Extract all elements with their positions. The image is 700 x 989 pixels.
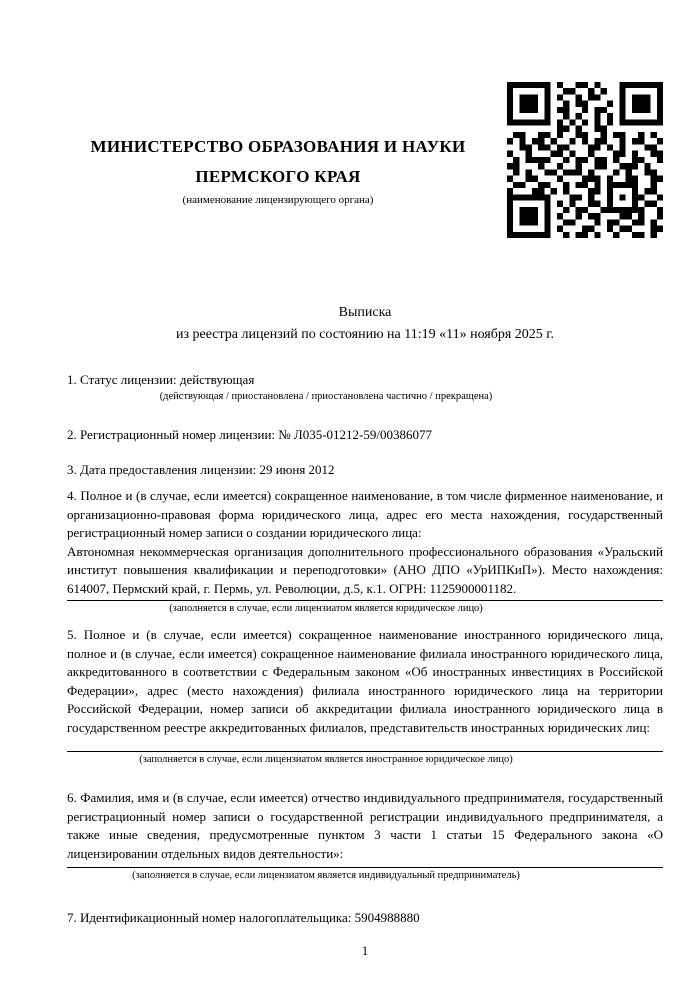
item-5-foreign-entity-details: 5. Полное и (в случае, если имеется) сокращенное наименование иностранного юридического лица, полное и (в случае, если имеется) сокращенное наименование филиала иностранного юридического лица, аккредитованного в соответствии с Федеральным законом «Об иностранных инвестициях в Российской Федерации», адрес (место нахождения) филиала иностранного юридического лица на территории Российской Федерации, номер записи об аккредитации филиала иностранного юридического лица в государственном реестре аккредитованных филиалов, представительств иностранных юридических лиц: [67,627,663,735]
ministry-name-line1: МИНИСТЕРСТВО ОБРАЗОВАНИЯ И НАУКИ [90,137,466,156]
licensing-authority-caption: (наименование лицензирующего органа) [182,194,374,206]
license-items [67,370,663,927]
item-4-caption: (заполняется в случае, если лицензиатом является юридическое лицо) [169,603,483,614]
document-title: Выписка [338,305,392,320]
item-6-fill-line [67,867,663,868]
item-4-legal-entity-details [67,487,663,543]
item-6-entrepreneur-details: 6. Фамилия, имя и (в случае, если имеется) отчество индивидуального предпринимателя, государственный регистрационный номер записи о государственной регистрации индивидуального предпринимателя, а также иные сведения, предусмотренные пунктом 3 части 1 статьи 15 Федерального закона «О лицензировании отдельных видов деятельности»: [67,790,663,861]
page-number: 1 [361,944,369,958]
item-4-legal-entity-value: Автономная некоммерческая организация дополнительного профессионального образования «Уральский институт повышения квалификации и переподготовки» (АНО ДПО «УрИПКиП»). Место нахождения: 614007, Пермский край, г. Пермь, ул. Революции, д.5, к.1. ОГРН: 1125900001182. [67,543,663,596]
item-4-label: 4. Полное и (в случае, если имеется) сокращенное наименование, в том числе фирменное наименование, и организационно-правовая форма юридического лица, адрес его места нахождения, государственный регистрационный номер записи о создании юридического лица: [67,488,663,540]
item-3-grant-date: 3. Дата предоставления лицензии: 29 июня 2012 [67,462,335,477]
item-4-fill-line [67,600,663,601]
document-subtitle: из реестра лицензий по состоянию на 11:19 «11» ноября 2025 г. [176,327,554,342]
document-content [0,82,700,959]
item-5-fill-line [67,751,663,752]
item-6-caption: (заполняется в случае, если лицензиатом является индивидуальный предприниматель) [132,870,520,881]
item-5-caption: (заполняется в случае, если лицензиатом является иностранное юридическое лицо) [139,754,513,765]
qr-code-icon [507,82,663,238]
ministry-name-line2: ПЕРМСКОГО КРАЯ [195,167,361,186]
licensing-authority-block [67,132,489,207]
document-title-block [67,302,663,346]
item-1-license-status: 1. Статус лицензии: действующая [67,372,255,387]
item-1-status-options-caption: (действующая / приостановлена / приостановлена частично / прекращена) [159,391,493,402]
item-7-taxpayer-number: 7. Идентификационный номер налогоплательщика: 5904988880 [67,910,420,925]
item-5-empty-value [67,737,663,749]
document-header [67,82,663,238]
item-2-registration-number: 2. Регистрационный номер лицензии: № Л035-01212-59/00386077 [67,427,433,442]
